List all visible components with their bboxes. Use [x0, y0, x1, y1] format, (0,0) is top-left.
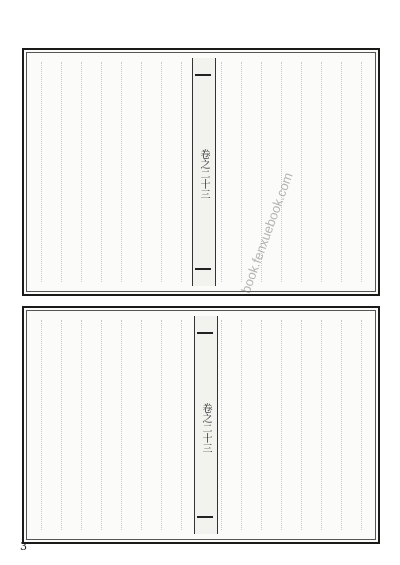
text-column: [152, 316, 170, 534]
text-column: [132, 316, 150, 534]
text-column: [232, 58, 250, 286]
fish-tail-mark-icon: [197, 332, 213, 344]
fish-tail-mark-icon: [195, 74, 211, 86]
text-column: [252, 316, 270, 534]
lower-folio-label: 卷之二十三: [200, 403, 211, 454]
text-column: [312, 58, 330, 286]
text-column: [312, 316, 330, 534]
text-column: [272, 316, 290, 534]
text-column: [52, 58, 70, 286]
text-column: [232, 316, 250, 534]
lower-page-leaf: [22, 306, 380, 544]
text-column: [92, 316, 110, 534]
upper-folio-label: 卷之二十三: [198, 149, 209, 200]
text-column: [112, 58, 130, 286]
site-watermark: book.fenxuebook.com: [238, 170, 296, 296]
text-column: [292, 316, 310, 534]
text-column: [352, 58, 370, 286]
text-column: [72, 316, 90, 534]
text-column: [352, 316, 370, 534]
text-column: [332, 58, 350, 286]
text-column: [32, 316, 50, 534]
text-column: [32, 58, 50, 286]
text-column: [292, 58, 310, 286]
text-column: [112, 316, 130, 534]
text-column: [172, 316, 190, 534]
text-column: [152, 58, 170, 286]
upper-center-fold-column: [192, 58, 216, 286]
text-column: [332, 316, 350, 534]
text-column: [52, 316, 70, 534]
text-column: [132, 58, 150, 286]
text-column: [72, 58, 90, 286]
fish-tail-mark-icon: [195, 258, 211, 270]
text-column: [92, 58, 110, 286]
page-number: 3: [20, 540, 27, 553]
text-column: [172, 58, 190, 286]
fish-tail-mark-icon: [197, 506, 213, 518]
lower-center-fold-column: [194, 316, 218, 534]
upper-page-leaf: [22, 48, 380, 296]
